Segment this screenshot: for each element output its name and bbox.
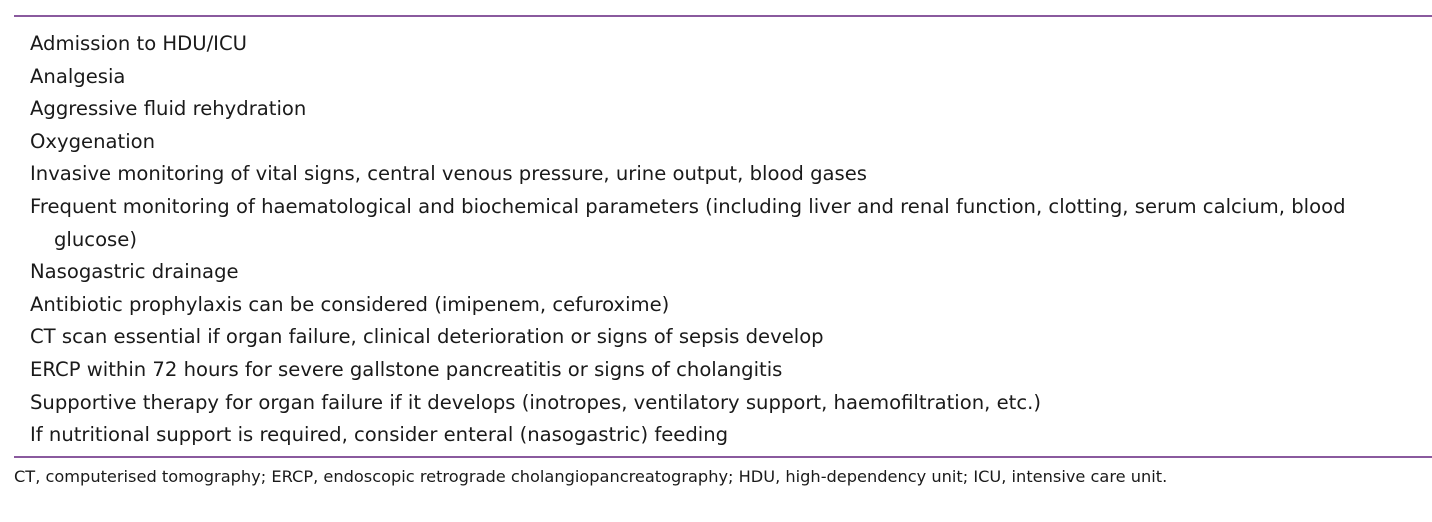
list-item: Nasogastric drainage xyxy=(30,260,239,284)
list-item: Admission to HDU/ICU xyxy=(30,32,247,55)
list-item: If nutritional support is required, consider enteral (nasogastric) feeding xyxy=(30,423,729,447)
list-item: ERCP within 72 hours for severe gallstone pancreatitis or signs of cholangitis xyxy=(30,357,783,381)
list-item: Antibiotic prophylaxis can be considered (imipenem, cefuroxime) xyxy=(30,292,670,316)
table-top-rule xyxy=(14,15,1432,17)
list-item: Invasive monitoring of vital signs, central venous pressure, urine output, blood gases xyxy=(30,162,868,186)
list-item: Aggressive fluid rehydration xyxy=(30,97,307,121)
table-bottom-rule xyxy=(14,456,1432,458)
table-footnote: CT, computerised tomography; ERCP, endoscopic retrograde cholangiopancreatography; HDU, high-dependency unit; ICU, intensive care unit. xyxy=(14,467,1168,486)
management-list xyxy=(30,28,1420,452)
list-item: Frequent monitoring of haematological and biochemical parameters (including liver and renal function, clotting, serum calcium, blood glucose) xyxy=(30,194,1346,251)
list-item: CT scan essential if organ failure, clinical deterioration or signs of sepsis develop xyxy=(30,325,824,349)
list-item: Supportive therapy for organ failure if it develops (inotropes, ventilatory support, haemofiltration, etc.) xyxy=(30,390,1041,414)
list-item: Analgesia xyxy=(30,64,126,88)
list-item: Oxygenation xyxy=(30,129,156,153)
